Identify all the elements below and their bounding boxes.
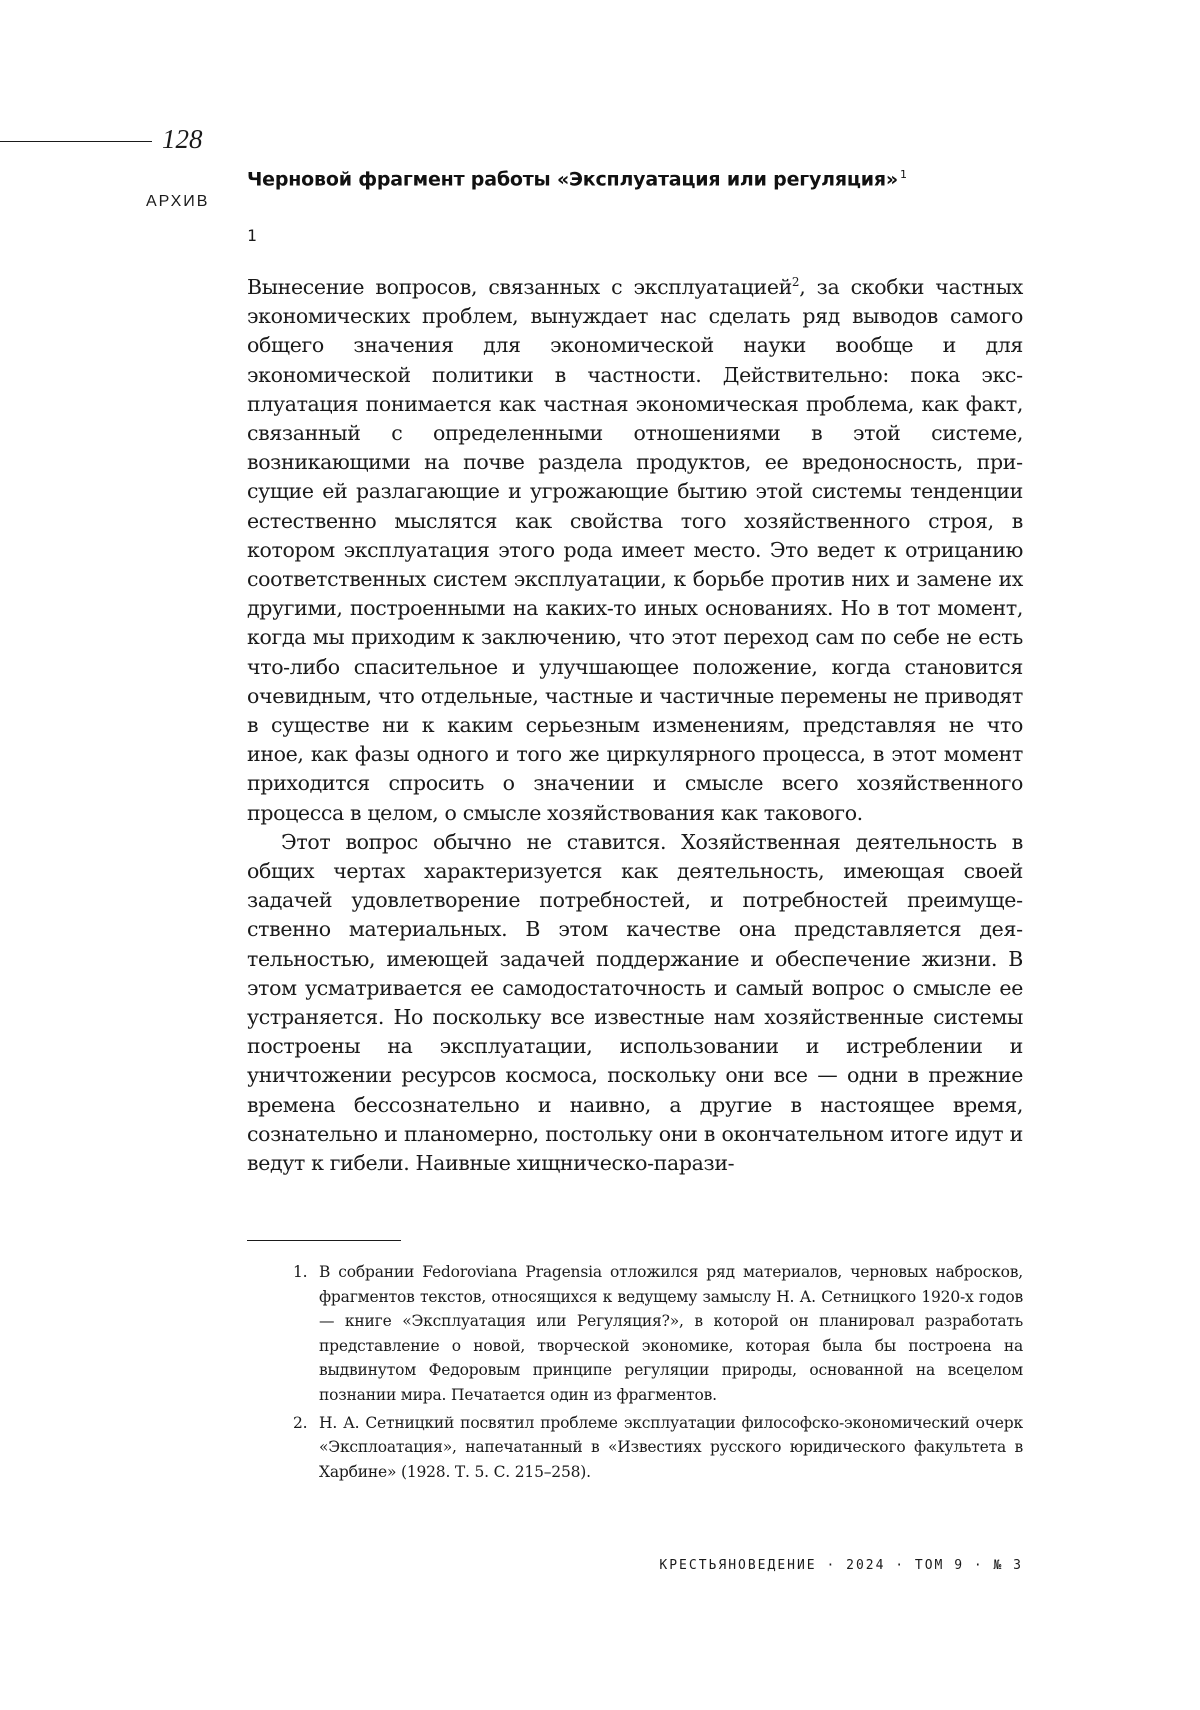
paragraph-text: Вынесение вопросов, связанных с эксплуатацией (247, 275, 792, 299)
paragraph (247, 273, 1023, 828)
footnote-number: 2. (293, 1411, 315, 1436)
footnote-ref[interactable]: 2 (792, 275, 799, 289)
page-number: 128 (162, 124, 203, 154)
footnote-number: 1. (293, 1260, 315, 1285)
running-footer: КРЕСТЬЯНОВЕДЕНИЕ · 2024 · ТОМ 9 · № 3 (659, 1558, 1023, 1573)
paragraph: Этот вопрос обычно не ставится. Хозяйственная деятельность в общих чертах характеризуется как деятельность, имеющая своей задачей удовлетворение потребностей, и потребностей преимуще­ственно материальных. В этом качестве она представляется дея­тельностью, имеющей задачей поддержание и обеспечение жизни. В этом усматривается ее самодостаточность и самый вопрос о смыс­ле ее устраняется. Но поскольку все известные нам хозяйственные системы построены на эксплуатации, использовании и истребле­нии и уничтожении ресурсов космоса, поскольку они все — одни в прежние времена бессознательно и наивно, а другие в настоящее время, сознательно и планомерно, постольку они в окончатель­ном итоге идут и ведут к гибели. Наивные хищническо-парази- (247, 828, 1023, 1178)
article-title-text: Черновой фрагмент работы «Эксплуатация или регуляция» (247, 168, 898, 190)
footnote (295, 1260, 1023, 1408)
section-label: АРХИВ (146, 193, 209, 211)
footnote-rule (247, 1240, 401, 1241)
header-rule (0, 141, 152, 142)
footnote (295, 1411, 1023, 1485)
footnote-text: В собрании Fedoroviana Pragensia отложился ряд материалов, черно­вых набросков, фрагментов текстов, относящихся к ведущему замыслу Н. А. Сетницкого 1920-х годов — книге «Эксплуатация или Регуляция?», в которой он планировал разработать представление о новой, творческой экономике, которая была бы построена на выдвинутом Федоровым прин­ципе регуляции природы, основанной на всецелом познании мира. Печа­тается один из фрагментов. (295, 1260, 1023, 1408)
part-number: 1 (247, 226, 257, 245)
main-text (247, 273, 1023, 1178)
footnotes (295, 1260, 1023, 1487)
title-footnote-ref[interactable]: 1 (900, 168, 907, 181)
paragraph-text: , за скобки част­ных экономических проблем, вынуждает нас сделать ряд выводов самого общего значения для экономической науки вообще и для экономической политики в частности. Действительно: пока экс­плуатация понимается как частная экономическая проблема, как факт, связанный с определенными отношениями в этой системе, возникающими на почве раздела продуктов, ее вредоносность, при­сущие ей разлагающие и угрожающие бытию этой системы тенден­ции естественно мыслятся как свойства того хозяйственного строя, в котором эксплуатация этого рода имеет место. Это ведет к отри­цанию соответственных систем эксплуатации, к борьбе против них и замене их другими, построенными на каких-то иных основаниях. Но в тот момент, когда мы приходим к заключению, что этот пере­ход сам по себе не есть что-либо спасительное и улучшающее поло­жение, когда становится очевидным, что отдельные, частные и ча­стичные перемены не приводят в существе ни к каким серьезным изменениям, представляя не что иное, как фазы одного и того же циркулярного процесса, в этот момент приходится спросить о зна­чении и смысле всего хозяйственного процесса в целом, о смысле хозяйствования как такового. (247, 275, 1023, 825)
footnote-text: Н. А. Сетницкий посвятил проблеме эксплуатации философско-экономи­ческий очерк «Эксплоатация», напечатанный в «Известиях русского юри­дического факультета в Харбине» (1928. Т. 5. С. 215–258). (295, 1411, 1023, 1485)
article-title (247, 162, 907, 192)
